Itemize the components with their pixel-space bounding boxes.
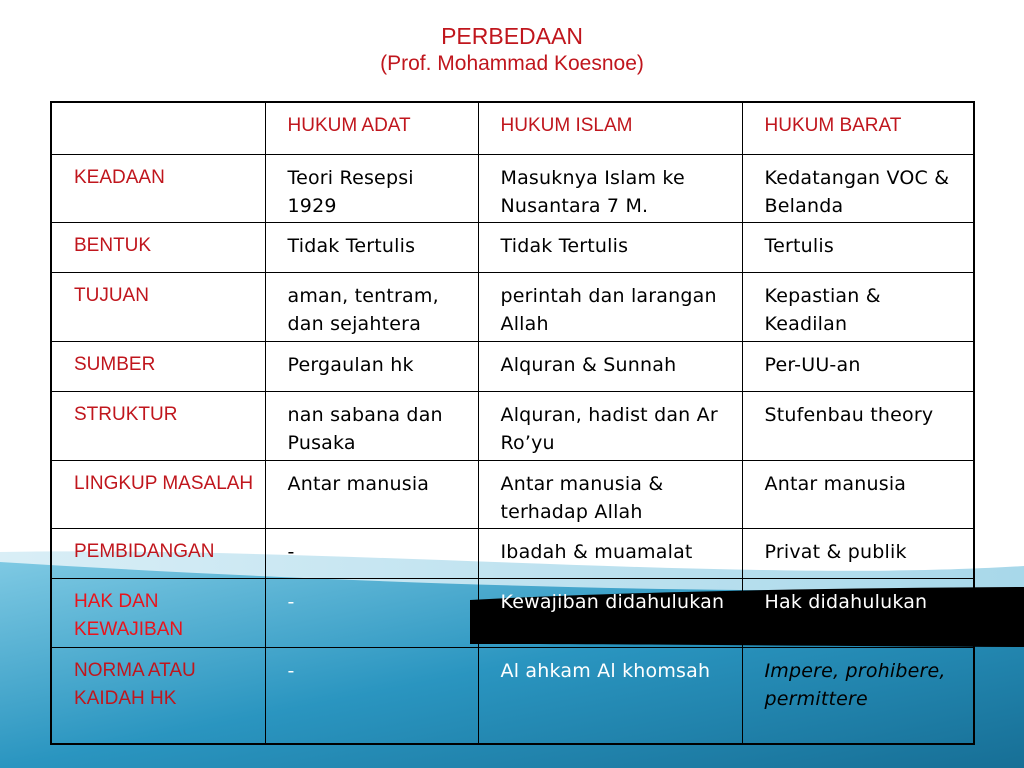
table-cell: Hak didahulukan [742, 578, 974, 647]
slide-title: PERBEDAAN [441, 23, 583, 49]
table-cell: Tertulis [742, 222, 974, 272]
table-cell: Privat & publik [742, 528, 974, 578]
table-cell: Antar manusia [742, 460, 974, 528]
table-cell: aman, tentram, dan sejahtera [265, 272, 478, 341]
header-empty-cell [51, 102, 265, 154]
row-label: NORMA ATAU KAIDAH HK [51, 647, 265, 744]
table-cell: Alquran & Sunnah [478, 341, 742, 391]
table-cell: Ibadah & muamalat [478, 528, 742, 578]
row-label: TUJUAN [51, 272, 265, 341]
row-label: BENTUK [51, 222, 265, 272]
table-cell: - [265, 528, 478, 578]
table-row [51, 272, 974, 341]
table-cell: Al ahkam Al khomsah [478, 647, 742, 744]
table-header-row [51, 102, 974, 154]
table-cell: Impere, prohibere, permittere [742, 647, 974, 744]
table-row [51, 578, 974, 647]
table-cell: Teori Resepsi 1929 [265, 154, 478, 222]
row-label: PEMBIDANGAN [51, 528, 265, 578]
table-cell: Masuknya Islam ke Nusantara 7 M. [478, 154, 742, 222]
table-cell: Kewajiban didahulukan [478, 578, 742, 647]
header-hukum-adat: HUKUM ADAT [265, 102, 478, 154]
table-cell: Antar manusia & terhadap Allah [478, 460, 742, 528]
row-label: STRUKTUR [51, 391, 265, 460]
table-row [51, 528, 974, 578]
table-cell: Stufenbau theory [742, 391, 974, 460]
table-cell: Per-UU-an [742, 341, 974, 391]
slide-subtitle: (Prof. Mohammad Koesnoe) [380, 52, 644, 75]
table-cell: Tidak Tertulis [478, 222, 742, 272]
comparison-table [50, 101, 975, 745]
table-cell: perintah dan larangan Allah [478, 272, 742, 341]
table-row [51, 154, 974, 222]
table-cell: - [265, 647, 478, 744]
table-cell: - [265, 578, 478, 647]
table-row [51, 460, 974, 528]
table-cell: Kedatangan VOC & Belanda [742, 154, 974, 222]
table-cell: Alquran, hadist dan Ar Ro’yu [478, 391, 742, 460]
table-cell: nan sabana dan Pusaka [265, 391, 478, 460]
header-hukum-barat: HUKUM BARAT [742, 102, 974, 154]
header-hukum-islam: HUKUM ISLAM [478, 102, 742, 154]
table-cell: Kepastian & Keadilan [742, 272, 974, 341]
row-label: HAK DAN KEWAJIBAN [51, 578, 265, 647]
slide-title-block [0, 22, 1024, 78]
table-cell: Pergaulan hk [265, 341, 478, 391]
table-cell: Tidak Tertulis [265, 222, 478, 272]
table-row [51, 341, 974, 391]
table-row [51, 391, 974, 460]
row-label: LINGKUP MASALAH [51, 460, 265, 528]
table-row [51, 222, 974, 272]
table-cell: Antar manusia [265, 460, 478, 528]
table-row [51, 647, 974, 744]
row-label: KEADAAN [51, 154, 265, 222]
row-label: SUMBER [51, 341, 265, 391]
